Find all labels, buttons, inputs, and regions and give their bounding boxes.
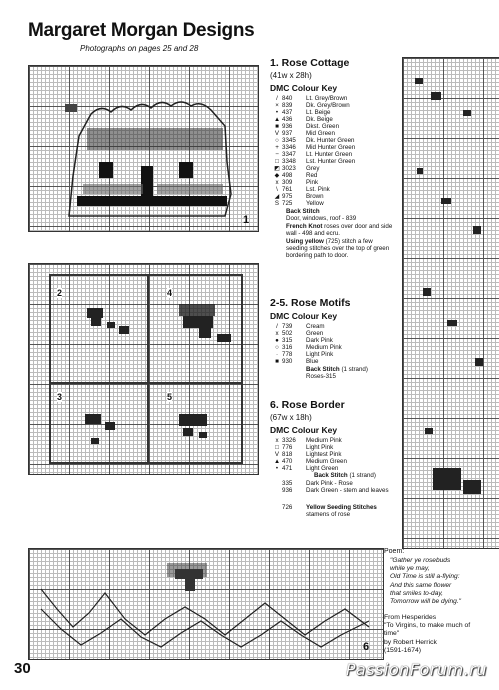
- key-row: \ 761 Lst. Pink: [272, 186, 330, 193]
- key-row: 936 Dark Green - stem and leaves: [282, 487, 389, 494]
- rose-cottage-key-title: DMC Colour Key: [270, 83, 338, 93]
- key-row: x 502 Green: [272, 330, 323, 337]
- rose-border-heading: 6. Rose Border: [270, 399, 345, 411]
- key-row: 335 Dark Pink - Rose: [282, 480, 353, 487]
- symbol-minus-icon: −: [275, 151, 279, 158]
- symbol-filled-circle-icon: ●: [275, 337, 279, 344]
- key-row: ▲ 470 Medium Green: [273, 458, 347, 465]
- panel-number-5: 5: [167, 392, 173, 402]
- rose-border-chart: [28, 548, 384, 660]
- key-row: ◆ 498 Red: [272, 172, 317, 179]
- rose-motifs-art: [29, 264, 258, 474]
- symbol-x-icon: x: [275, 179, 279, 186]
- rose-border-art: [29, 549, 383, 659]
- key-row: V 937 Mid Green: [272, 130, 335, 137]
- key-row: ○ 3345 Dk. Hunter Green: [272, 137, 355, 144]
- rose-cottage-heading: 1. Rose Cottage: [270, 57, 350, 69]
- key-row: stamens of rose: [306, 511, 351, 518]
- symbol-triangle-icon: ▲: [273, 458, 281, 465]
- rose-motifs-notes: Back Stitch (1 strand) Roses-315: [306, 366, 368, 381]
- symbol-v-icon: V: [274, 451, 280, 458]
- panel-number-4: 4: [167, 288, 173, 298]
- symbol-plus-icon: +: [275, 144, 279, 151]
- symbol-dot-icon: ·: [275, 351, 279, 358]
- rose-border-backstitch-label: Back Stitch (1 strand): [314, 472, 376, 479]
- key-row: x 3326 Medium Pink: [272, 437, 342, 444]
- symbol-s-icon: S: [274, 200, 280, 207]
- watermark: PassionForum.ru: [345, 660, 487, 679]
- symbol-triangle-icon: ▲: [273, 116, 281, 123]
- key-row: ■ 930 Blue: [272, 358, 318, 365]
- symbol-filled-square-icon: ■: [275, 358, 279, 365]
- symbol-dot-icon: •: [275, 465, 279, 472]
- rose-cottage-notes: Back Stitch Door, windows, roof - 839 French Knot roses over door and side wall - 498 and ecru. Using yellow (725) stitch a few seeding stitches over the top of green bordering path to door.: [286, 208, 393, 260]
- symbol-circle-icon: ○: [275, 137, 279, 144]
- key-row: − 3347 Lt. Hunter Green: [272, 151, 352, 158]
- rose-cottage-motif: [29, 66, 258, 231]
- panel-number-1: 1: [243, 214, 250, 226]
- symbol-circle-icon: ○: [275, 344, 279, 351]
- symbol-cross-icon: ×: [275, 102, 279, 109]
- rose-motifs-chart: [28, 263, 259, 475]
- key-row: • 471 Light Green: [272, 465, 338, 472]
- key-row: ● 315 Dark Pink: [272, 337, 333, 344]
- key-row: 726 Yellow Seeding Stitches: [282, 504, 377, 511]
- symbol-x-icon: x: [275, 437, 279, 444]
- key-row: ■ 936 Dkst. Green: [272, 123, 339, 130]
- panel-number-3: 3: [57, 392, 63, 402]
- key-row: + 3346 Mid Hunter Green: [272, 144, 355, 151]
- key-row: ▲ 436 Dk. Beige: [273, 116, 333, 123]
- rose-motifs-key-title: DMC Colour Key: [270, 311, 338, 321]
- page-title: Margaret Morgan Designs: [28, 20, 255, 41]
- page-subtitle: Photographs on pages 25 and 28: [80, 44, 199, 53]
- key-row: ◢ 975 Brown: [272, 193, 324, 200]
- key-row: / 739 Cream: [272, 323, 325, 330]
- page-number: 30: [14, 660, 31, 677]
- continuation-chart-motifs: [403, 58, 499, 548]
- symbol-slash-icon: /: [276, 323, 278, 330]
- symbol-dot-icon: •: [275, 109, 279, 116]
- symbol-backslash-icon: \: [276, 186, 278, 193]
- symbol-diamond-icon: ◆: [274, 172, 280, 179]
- key-row: ◩ 3023 Grey: [272, 165, 319, 172]
- key-row: x 309 Pink: [272, 179, 318, 186]
- key-row: □ 776 Light Pink: [272, 444, 333, 451]
- symbol-dark-triangle-icon: ◢: [274, 193, 280, 200]
- key-row: · 778 Light Pink: [272, 351, 333, 358]
- symbol-filled-square-icon: ■: [275, 123, 279, 130]
- symbol-half-square-icon: ◩: [274, 165, 280, 172]
- symbol-slash-icon: /: [276, 95, 278, 102]
- panel-number-6: 6: [363, 641, 370, 653]
- key-row: V 818 Lightest Pink: [272, 451, 341, 458]
- rose-cottage-chart: [28, 65, 259, 232]
- rose-border-size: (67w x 18h): [270, 413, 312, 422]
- symbol-v-icon: V: [274, 130, 280, 137]
- rose-border-key-title: DMC Colour Key: [270, 425, 338, 435]
- poem-source: From Hesperides "To Virgins, to make much of time" by Robert Herrick (1591-1674): [384, 614, 471, 654]
- symbol-open-square-icon: □: [275, 158, 279, 165]
- panel-number-2: 2: [57, 288, 63, 298]
- rose-cottage-size: (41w x 28h): [270, 71, 312, 80]
- poem-label: Poem:: [384, 548, 405, 555]
- key-row: S 725 Yellow: [272, 200, 324, 207]
- key-row: × 839 Dk. Grey/Brown: [272, 102, 350, 109]
- continuation-chart-edge: [402, 57, 499, 549]
- poem-text: "Gather ye rosebuds while ye may, Old Time is still a-flying: And this same flower that smiles to-day, Tomorrow will be dying.": [390, 557, 461, 606]
- rose-motifs-heading: 2-5. Rose Motifs: [270, 297, 351, 309]
- key-row: □ 3348 Lst. Hunter Green: [272, 158, 355, 165]
- symbol-open-square-icon: □: [275, 444, 279, 451]
- key-row: / 840 Lt. Grey/Brown: [272, 95, 347, 102]
- key-row: • 437 Lt. Beige: [272, 109, 330, 116]
- key-row: ○ 316 Medium Pink: [272, 344, 342, 351]
- symbol-x-icon: x: [275, 330, 279, 337]
